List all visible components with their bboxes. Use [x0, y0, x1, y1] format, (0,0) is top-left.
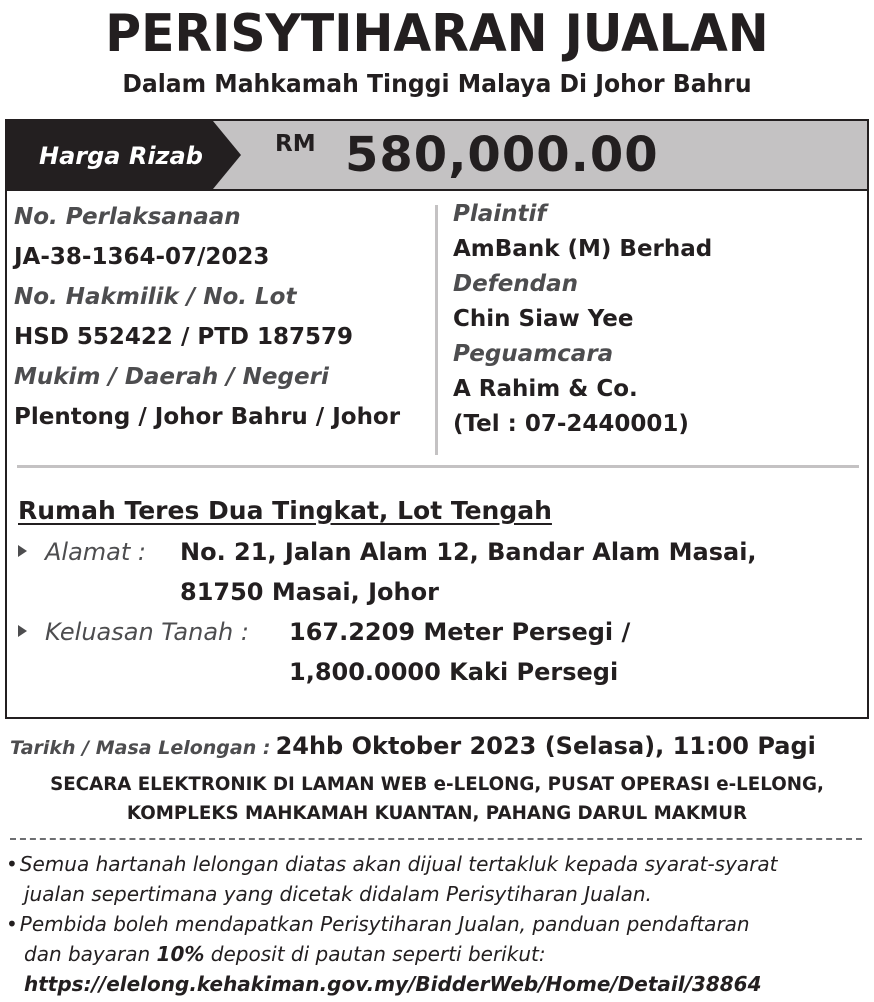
elelong-link[interactable]: https://elelong.kehakiman.gov.my/BidderWeb/Home/Detail/38864	[24, 972, 762, 996]
lawyer: A Rahim & Co.	[453, 376, 638, 402]
bullet-icon: •	[6, 912, 18, 936]
defendant: Chin Siaw Yee	[453, 306, 634, 332]
defendant-label: Defendan	[453, 271, 579, 297]
note-2-line1: Pembida boleh mendapatkan Perisytiharan Jualan, panduan pendaftaran	[19, 912, 750, 936]
location: Plentong / Johor Bahru / Johor	[14, 404, 401, 430]
reserve-price-tag	[7, 121, 243, 189]
note-2	[6, 909, 750, 939]
parties	[453, 197, 863, 442]
auction-venue-line1: SECARA ELEKTRONIK DI LAMAN WEB e-LELONG, PUSAT OPERASI e-LELONG,	[50, 773, 824, 795]
triangle-bullet-icon	[18, 625, 27, 637]
auction-datetime	[10, 728, 816, 767]
note-1	[6, 849, 778, 879]
reserve-price-bar	[7, 121, 867, 191]
section-divider	[17, 465, 859, 468]
page-subtitle: Dalam Mahkamah Tinggi Malaya Di Johor Bahru	[122, 69, 752, 98]
deposit-percent: 10%	[156, 942, 205, 966]
execution-no-label: No. Perlaksanaan	[14, 204, 241, 230]
auction-venue-line2: KOMPLEKS MAHKAMAH KUANTAN, PAHANG DARUL MAKMUR	[126, 802, 748, 824]
land-area-line1: 167.2209 Meter Persegi /	[289, 618, 631, 646]
address-line2: 81750 Masai, Johor	[180, 578, 439, 606]
property-type: Rumah Teres Dua Tingkat, Lot Tengah	[18, 496, 552, 525]
note-2-text-before: dan bayaran	[24, 942, 151, 966]
note-2-line2	[24, 939, 546, 969]
note-2-text-after: deposit di pautan seperti berikut:	[210, 942, 546, 966]
column-divider	[435, 205, 438, 455]
price-amount: 580,000.00	[345, 127, 659, 183]
plaintiff-label: Plaintif	[453, 201, 547, 227]
bullet-icon: •	[6, 852, 18, 876]
note-1-line2: jualan sepertimana yang dicetak didalam Perisytiharan Jualan.	[24, 882, 652, 906]
lawyer-tel: (Tel : 07-2440001)	[453, 411, 689, 437]
address-row	[18, 534, 757, 570]
lawyer-label: Peguamcara	[453, 341, 614, 367]
execution-no: JA-38-1364-07/2023	[14, 244, 270, 270]
price-currency: RM	[275, 131, 316, 157]
dashed-divider	[10, 838, 862, 840]
auction-label: Tarikh / Masa Lelongan :	[10, 737, 271, 759]
land-area-line2: 1,800.0000 Kaki Persegi	[289, 658, 619, 686]
notice-box	[5, 119, 869, 719]
address-label: Alamat :	[45, 538, 147, 566]
title-lot-label: No. Hakmilik / No. Lot	[14, 284, 297, 310]
land-area-row	[18, 614, 631, 650]
land-area-label: Keluasan Tanah :	[45, 618, 249, 646]
auction-value: 24hb Oktober 2023 (Selasa), 11:00 Pagi	[275, 732, 816, 760]
note-1-line1: Semua hartanah lelongan diatas akan dijual tertakluk kepada syarat-syarat	[19, 852, 778, 876]
plaintiff: AmBank (M) Berhad	[453, 236, 713, 262]
case-details	[14, 197, 429, 437]
address-line1: No. 21, Jalan Alam 12, Bandar Alam Masai,	[180, 538, 757, 566]
location-label: Mukim / Daerah / Negeri	[14, 364, 329, 390]
title-lot: HSD 552422 / PTD 187579	[14, 324, 354, 350]
triangle-bullet-icon	[18, 545, 27, 557]
page-title: PERISYTIHARAN JUALAN	[105, 4, 769, 64]
reserve-price-label: Harga Rizab	[39, 142, 203, 170]
